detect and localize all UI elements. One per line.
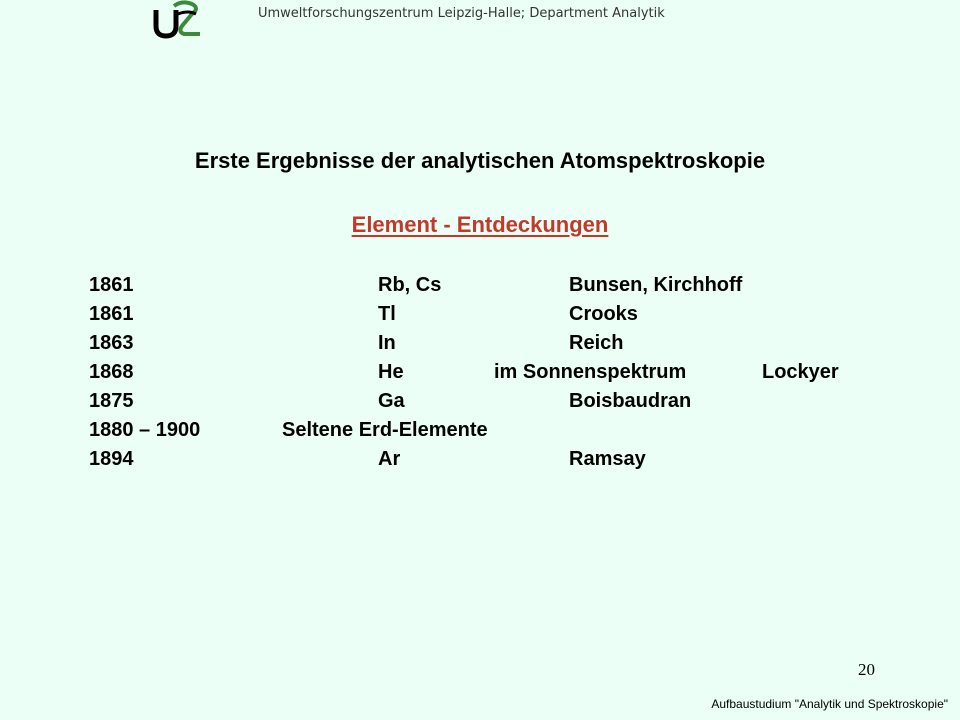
- element: Tl: [378, 303, 396, 325]
- element: In: [378, 332, 396, 354]
- year: 1861: [89, 274, 134, 296]
- list-item: [0, 361, 960, 390]
- element: Ar: [378, 448, 401, 470]
- discoverer: Ramsay: [569, 448, 646, 470]
- discoverer: Boisbaudran: [569, 390, 692, 412]
- page-number: 20: [858, 660, 875, 679]
- course-footer: Aufbaustudium "Analytik und Spektroskopie": [711, 697, 948, 711]
- element: He: [378, 361, 404, 383]
- discoverer: Reich: [569, 332, 624, 354]
- year: 1861: [89, 303, 134, 325]
- institute-header: Umweltforschungszentrum Leipzig-Halle; Department Analytik: [258, 6, 665, 21]
- list-item: [0, 448, 960, 477]
- list-item: [0, 419, 960, 448]
- discoverer: Bunsen, Kirchhoff: [569, 274, 743, 296]
- discoverer: Crooks: [569, 303, 638, 325]
- year: 1868: [89, 361, 134, 383]
- year: 1863: [89, 332, 134, 354]
- element: Rb, Cs: [378, 274, 442, 296]
- ufz-logo-icon: [148, 0, 210, 42]
- element: Seltene Erd-Elemente: [282, 419, 488, 441]
- list-item: [0, 332, 960, 361]
- note: im Sonnenspektrum: [494, 361, 687, 383]
- ufz-logo: [148, 0, 210, 42]
- list-item: [0, 303, 960, 332]
- list-item: [0, 390, 960, 419]
- year: 1875: [89, 390, 134, 412]
- discoverer: Lockyer: [762, 361, 839, 383]
- year: 1894: [89, 448, 134, 470]
- year: 1880 – 1900: [89, 419, 201, 441]
- slide-subtitle: Element - Entdeckungen: [351, 212, 609, 237]
- element: Ga: [378, 390, 405, 412]
- slide-title: Erste Ergebnisse der analytischen Atomspektroskopie: [194, 148, 766, 173]
- discovery-list: [0, 274, 960, 494]
- list-item: [0, 274, 960, 303]
